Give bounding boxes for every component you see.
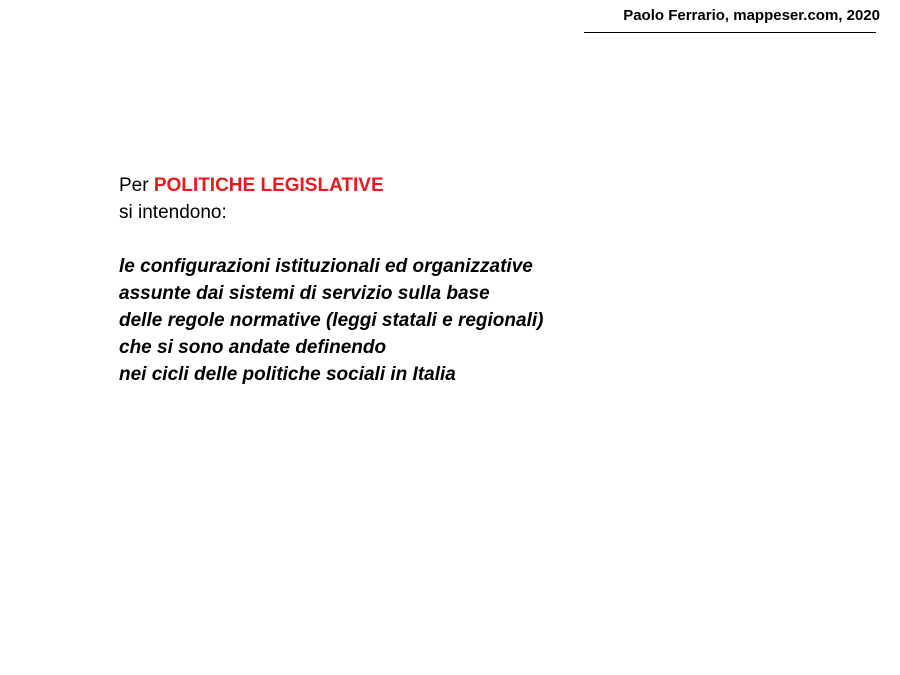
definition-line: assunte dai sistemi di servizio sulla base <box>119 283 490 304</box>
definition-line: nei cicli delle politiche sociali in Italia <box>119 364 456 385</box>
definition-line: delle regole normative (leggi statali e regionali) <box>119 310 544 331</box>
intro-line <box>119 172 543 199</box>
slide-body <box>119 172 543 388</box>
definition-paragraph <box>119 253 543 388</box>
definition-line: le configurazioni istituzionali ed organizzative <box>119 256 533 277</box>
paragraph-spacer <box>119 226 543 253</box>
definition-line: che si sono andate definendo <box>119 337 387 358</box>
intro-prefix: Per <box>119 175 149 196</box>
intro-continuation: si intendono: <box>119 202 227 223</box>
header-underline <box>584 32 876 33</box>
header-credit: Paolo Ferrario, mappeser.com, 2020 <box>623 7 880 24</box>
highlighted-term: POLITICHE LEGISLATIVE <box>153 175 384 196</box>
